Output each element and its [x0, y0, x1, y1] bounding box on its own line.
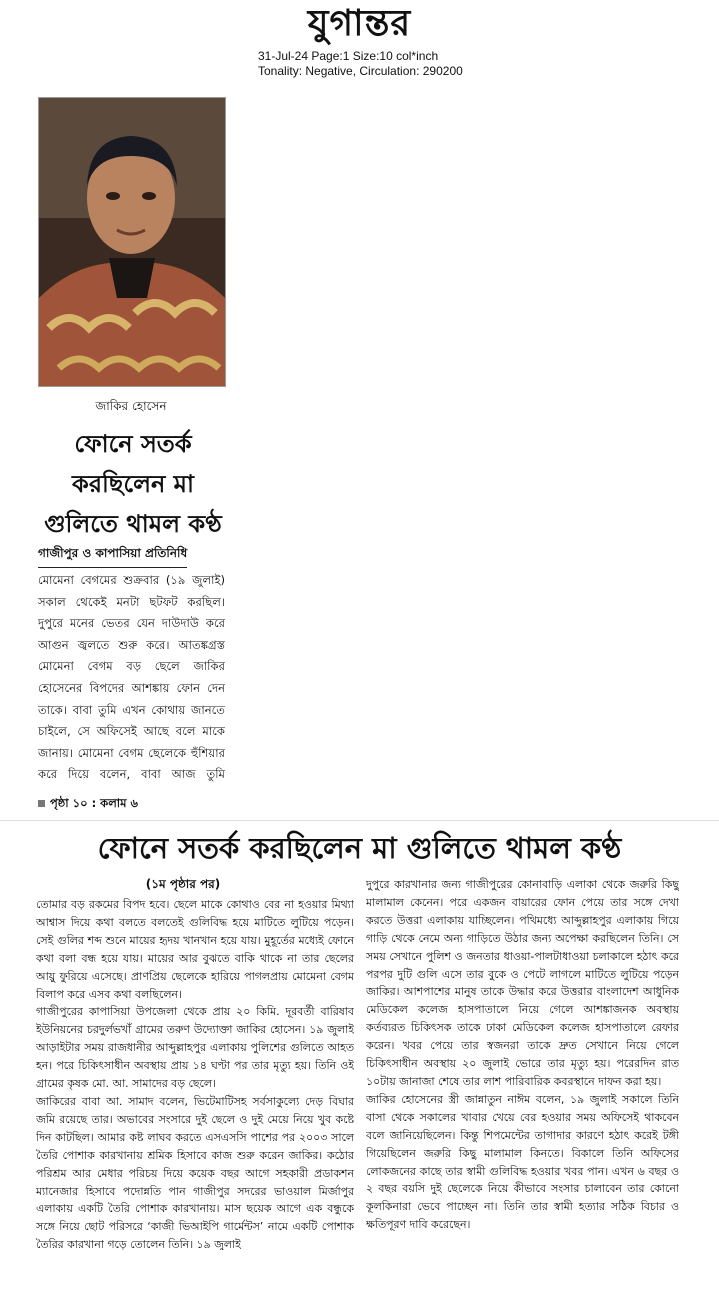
inner-headline: ফোনে সতর্ক করছিলেন মা গুলিতে থামল কণ্ঠ [97, 831, 622, 865]
clipping-meta-line1: 31-Jul-24 Page:1 Size:10 col*inch [258, 49, 439, 63]
right-paragraph-1: দুপুরে কারখানার জন্য গাজীপুরের কোনাবাড়ি এলাকা থেকে জরুরি কিছু মালামাল কেনেন। পরে একজন বায়ারের ফোন পেয়ে তার সঙ্গে দেখা করতে উত্তরা এলাকায় যাচ্ছিলেন। পথিমধ্যে আব্দুল্লাহপুর এলাকায় গিয়ে গাড়ি থেকে নেমে অন্য গাড়িতে উঠার জন্য অপেক্ষা করছিলেন তিনি। সে সময় সেখানে পুলিশ ও জনতার ধাওয়া-পালটাধাওয়া চলাকালে হঠাৎ করে পরপর দুটি গুলি এসে তার বুকে ও পেটে লাগলে মাটিতে লুটিয়ে পড়েন জাকির। আশপাশের মানুষ তাকে উদ্ধার করে উত্তরার বাংলাদেশ আধুনিক মেডিকেল কলেজ হাসপাতালে নিয়ে গেলে আশঙ্কাজনক অবস্থায় কর্তব্যরত চিকিৎসক তাকে ঢাকা মেডিকেল কলেজ হাসপাতালে রেফার করেন। খবর পেয়ে তার স্বজনরা তাকে দ্রুত সেখানে নিয়ে গেলে চিকিৎসাধীন অবস্থায় ২০ জুলাই ভোরে তার মৃত্যু হয়। পরেরদিন রাত ১০টায় জানাজা শেষে তার লাশ পারিবারিক কবরস্থানে দাফন করা হয়। [366, 878, 679, 1088]
bullet-square-icon [38, 800, 45, 807]
left-paragraph-2: গাজীপুরের কাপাসিয়া উপজেলা থেকে প্রায় ২০ কিমি. দূরবর্তী বারিষাব ইউনিয়নের চরদুর্লভখাঁ গ্রামের তরুণ উদ্যোক্তা জাকির হোসেন। ১৯ জুলাই আড়াইটার সময় রাজধানীর আব্দুল্লাহপুর এলাকায় পুলিশের গুলিতে আহত হন। পরে চিকিৎসাধীন অবস্থায় প্রায় ১৪ ঘণ্টা পর তার মৃত্যু হয়। তিনি ওই গ্রামের কৃষক মো. আ. সামাদের বড় ছেলে। [36, 1005, 354, 1091]
inner-right-column [366, 876, 679, 1250]
left-paragraph-1: তোমার বড় রকমের বিপদ হবে। ছেলে মাকে কোথাও বের না হওয়ার মিথ্যা আশ্বাস দিয়ে কথা বলতে বলতেই গুলিবিদ্ধ হয়ে মাটিতে লুটিয়ে পড়েন। সেই গুলির শব্দ শুনে মায়ের হৃদয় খানখান হয়ে যায়। মুহূর্তের মধ্যেই ফোনে কথা বলা বন্ধ হয়ে যায়। মায়ের আর বুঝতে বাকি থাকে না তার ছেলের আয়ু ফুরিয়ে এসেছে। প্রাণপ্রিয় ছেলেকে হারিয়ে পাগলপ্রায় মোমেনা বেগম বিলাপ করে এসব কথা বলছিলেন। [36, 898, 354, 1001]
continued-from-label: (১ম পৃষ্ঠার পর) [145, 877, 221, 891]
front-headline-line1: ফোনে সতর্ক [74, 430, 192, 458]
section-divider [0, 820, 719, 821]
right-paragraph-2: জাকির হোসেনের স্ত্রী জান্নাতুন নাঈম বলেন, ১৯ জুলাই সকালে তিনি বাসা থেকে সকালের খাবার খেয়ে বের হওয়ার সময় অফিসেই থাকবেন বলে জানিয়েছিলেন। কিন্তু শিপমেন্টের তাগাদার কারণে হঠাৎ করেই টঙ্গী গিয়েছিলেন জরুরি কিছু মালামাল কিনতে। বিকালে তিনি অফিসের লোকজনের কাছে তার স্বামী গুলিবিদ্ধ হওয়ার খবর পান। এখন ৬ বছর ও ২ বছর বয়সি দুই ছেলেকে নিয়ে কীভাবে সংসার চালাবেন তার কোনো কূলকিনারা ভেবে পাচ্ছেন না। তিনি তার স্বামী হত্যার সঠিক বিচার ও ক্ষতিপূরণ দাবি করেছেন। [366, 1092, 679, 1232]
front-headline-line2: করছিলেন মা [72, 470, 194, 498]
front-article-body [38, 570, 225, 787]
newspaper-masthead: যুগান্তর [307, 2, 412, 44]
continued-on [38, 795, 138, 814]
portrait-photo [38, 97, 226, 387]
continued-text: পৃষ্ঠা ১০ : কলাম ৬ [50, 796, 138, 810]
byline: গাজীপুর ও কাপাসিয়া প্রতিনিধি [38, 545, 187, 568]
portrait-illustration [39, 98, 225, 386]
front-headline-line3: গুলিতে থামল কণ্ঠ [44, 510, 222, 538]
photo-caption: জাকির হোসেন [95, 399, 167, 413]
front-body-paragraph: মোমেনা বেগমের শুক্রবার (১৯ জুলাই) সকাল থেকেই মনটা ছটফট করছিল। দুপুরে মনের ভেতর যেন দাউদাউ করে আগুন জ্বলতে শুরু করে। আতঙ্কগ্রস্ত মোমেনা বেগম বড় ছেলে জাকির হোসেনের বিপদের আশঙ্কায় ফোন দেন তাকে। বাবা তুমি এখন কোথায় জানতে চাইলে, সে অফিসেই আছে বলে মাকে জানায়। মোমেনা বেগম ছেলেকে হুঁশিয়ার করে দিয়ে বলেন, বাবা আজ তুমি [38, 573, 225, 782]
clipping-meta-line2: Tonality: Negative, Circulation: 290200 [258, 64, 463, 78]
front-headline [30, 424, 236, 544]
left-paragraph-3: জাকিরের বাবা আ. সামাদ বলেন, ভিটেমাটিসহ সর্বসাকুল্যে দেড় বিঘার জমি রয়েছে তার। অভাবের সংসারে দুই ছেলে ও দুই মেয়ে নিয়ে খুব কষ্টে দিন কাটছিল। আমার কষ্ট লাঘব করতে এসএসসি পাশের পর ২০০৩ সালে তৈরি পোশাক কারখানায় শ্রমিক হিসাবে কাজ শুরু করেন জাকির। কঠোর পরিশ্রম আর মেধার পরিচয় দিয়ে কয়েক বছর আগে সহকারী প্রডাকশন ম্যানেজার হিসাবে পদোন্নতি পান গাজীপুর সদরের ভাওয়াল মির্জাপুর এলাকায় একটি তৈরি পোশাক কারখানায়। মাস ছয়েক আগে এক বন্ধুকে সঙ্গে নিয়ে ছোট পরিসরে ‘কাজী ভিআইপি গার্মেন্টস’ নামে একটি পোশাক তৈরির কারখানা গড়ে তোলেন তিনি। ১৯ জুলাই [36, 1094, 354, 1250]
inner-left-column [36, 896, 354, 1250]
